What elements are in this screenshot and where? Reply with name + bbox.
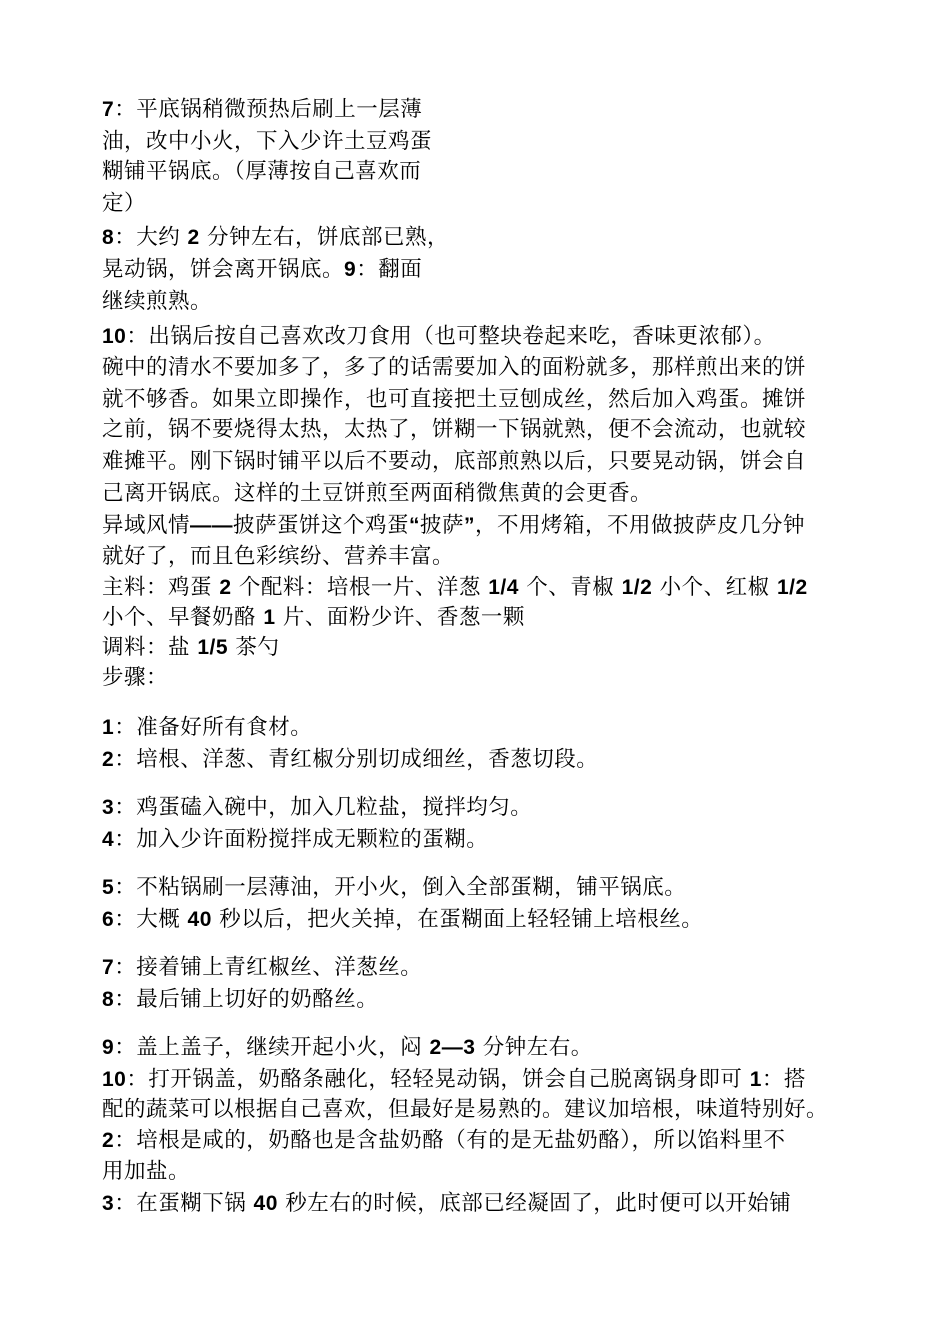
text-line: 晃动锅，饼会离开锅底。9：翻面 xyxy=(102,257,423,282)
text-line: 配的蔬菜可以根据自己喜欢，但最好是易熟的。建议加培根，味道特别好。 xyxy=(102,1097,829,1122)
text-line: 5：不粘锅刷一层薄油，开小火，倒入全部蛋糊，铺平锅底。 xyxy=(102,875,687,900)
text-line: 主料：鸡蛋 2 个配料：培根一片、洋葱 1/4 个、青椒 1/2 小个、红椒 1/2 xyxy=(102,575,808,600)
text-line: 小个、早餐奶酪 1 片、面粉少许、香葱一颗 xyxy=(102,605,525,630)
text-line: 3：在蛋糊下锅 40 秒左右的时候，底部已经凝固了，此时便可以开始铺 xyxy=(102,1191,792,1216)
text-line: 用加盐。 xyxy=(102,1159,191,1184)
text-line: 2：培根是咸的，奶酪也是含盐奶酪（有的是无盐奶酪），所以馅料里不 xyxy=(102,1128,786,1153)
text-line: 3：鸡蛋磕入碗中，加入几粒盐，搅拌均匀。 xyxy=(102,795,533,820)
text-line: 调料：盐 1/5 茶勺 xyxy=(102,635,280,660)
text-line: 油，改中小火，下入少许土豆鸡蛋 xyxy=(102,129,433,154)
text-line: 1：准备好所有食材。 xyxy=(102,715,313,740)
text-line: 8：大约 2 分钟左右，饼底部已熟， xyxy=(102,225,450,250)
text-line: 8：最后铺上切好的奶酪丝。 xyxy=(102,987,379,1012)
text-line: 之前，锅不要烧得太热，太热了，饼糊一下锅就熟，便不会流动，也就较 xyxy=(102,417,807,442)
text-line: 7：平底锅稍微预热后刷上一层薄 xyxy=(102,97,423,122)
text-line: 7：接着铺上青红椒丝、洋葱丝。 xyxy=(102,955,423,980)
text-line: 己离开锅底。这样的土豆饼煎至两面稍微焦黄的会更香。 xyxy=(102,481,653,506)
text-line: 4：加入少许面粉搅拌成无颗粒的蛋糊。 xyxy=(102,827,489,852)
text-line: 步骤： xyxy=(102,665,169,690)
text-line: 10：打开锅盖，奶酪条融化，轻轻晃动锅，饼会自己脱离锅身即可 1：搭 xyxy=(102,1067,806,1092)
text-line: 10：出锅后按自己喜欢改刀食用（也可整块卷起来吃，香味更浓郁）。 xyxy=(102,324,776,349)
text-line: 碗中的清水不要加多了，多了的话需要加入的面粉就多，那样煎出来的饼 xyxy=(102,355,807,380)
text-line: 难摊平。刚下锅时铺平以后不要动，底部煎熟以后，只要晃动锅，饼会自 xyxy=(102,449,807,474)
text-line: 糊铺平锅底。（厚薄按自己喜欢而 xyxy=(102,159,422,184)
text-line: 2：培根、洋葱、青红椒分别切成细丝，香葱切段。 xyxy=(102,747,599,772)
text-line: 异域风情——披萨蛋饼这个鸡蛋“披萨”，不用烤箱，不用做披萨皮几分钟 xyxy=(102,513,806,538)
text-line: 6：大概 40 秒以后，把火关掉，在蛋糊面上轻轻铺上培根丝。 xyxy=(102,907,704,932)
text-line: 9：盖上盖子，继续开起小火，闷 2—3 分钟左右。 xyxy=(102,1035,593,1060)
text-line: 定） xyxy=(102,191,147,216)
text-line: 继续煎熟。 xyxy=(102,289,213,314)
text-line: 就不够香。如果立即操作，也可直接把土豆刨成丝，然后加入鸡蛋。摊饼 xyxy=(102,387,807,412)
text-line: 就好了，而且色彩缤纷、营养丰富。 xyxy=(102,544,455,569)
